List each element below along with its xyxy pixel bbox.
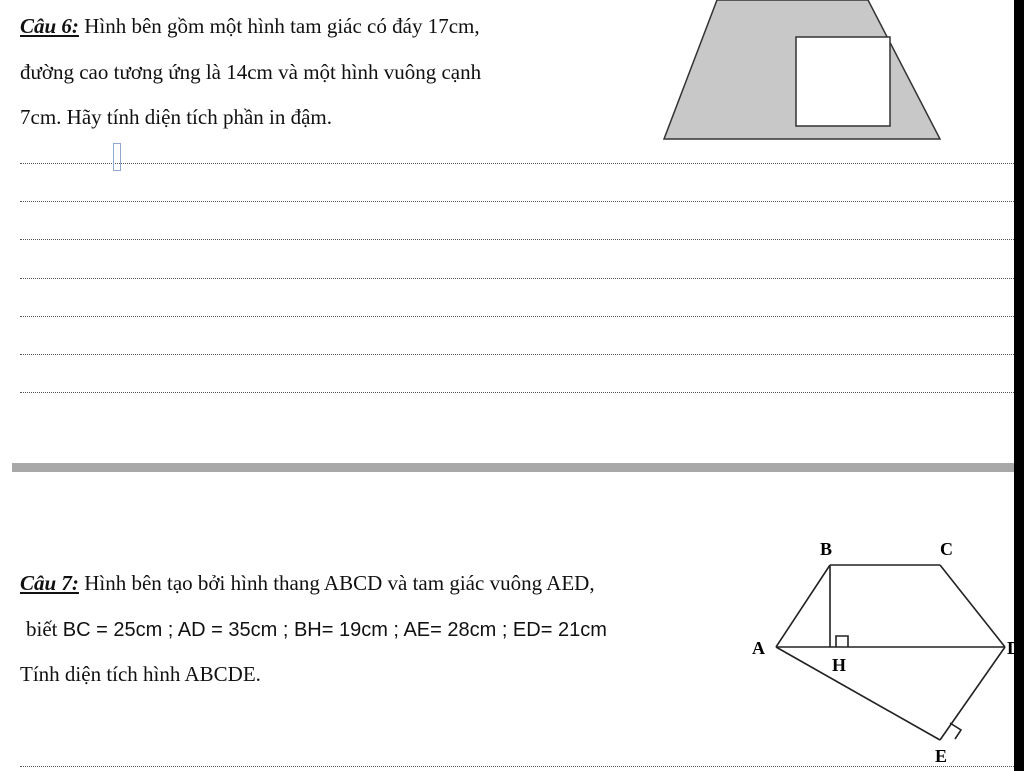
q7-label: Câu 7:	[20, 571, 79, 595]
q7-text-1: Hình bên tạo bởi hình thang ABCD và tam giác vuông AED,	[84, 571, 595, 595]
segment-AE	[776, 647, 940, 740]
label-H: H	[832, 655, 847, 675]
label-D: D	[1007, 638, 1020, 658]
right-angle-mark-H	[836, 636, 848, 647]
q7-given-values: BC = 25cm ; AD = 35cm ; BH= 19cm ; AE= 28cm ; ED= 21cm	[62, 619, 607, 641]
segment-CD	[940, 565, 1005, 647]
right-angle-mark-E	[950, 723, 961, 739]
segment-ED	[940, 647, 1005, 740]
label-B: B	[820, 539, 833, 559]
q6-text-1: Hình bên gồm một hình tam giác có đáy 17cm,	[84, 14, 480, 38]
q7-line-3: Tính diện tích hình ABCDE.	[20, 662, 261, 686]
q6-line-3: 7cm. Hãy tính diện tích phần in đậm.	[20, 105, 333, 129]
q6-line-2: đường cao tương ứng là 14cm và một hình vuông cạnh	[20, 60, 482, 84]
label-E: E	[935, 746, 948, 766]
segment-AB	[776, 565, 830, 647]
label-C: C	[940, 539, 953, 559]
label-A: A	[752, 638, 765, 658]
q6-label: Câu 6:	[20, 14, 79, 38]
q7-text-2-prefix: biết	[26, 617, 63, 641]
